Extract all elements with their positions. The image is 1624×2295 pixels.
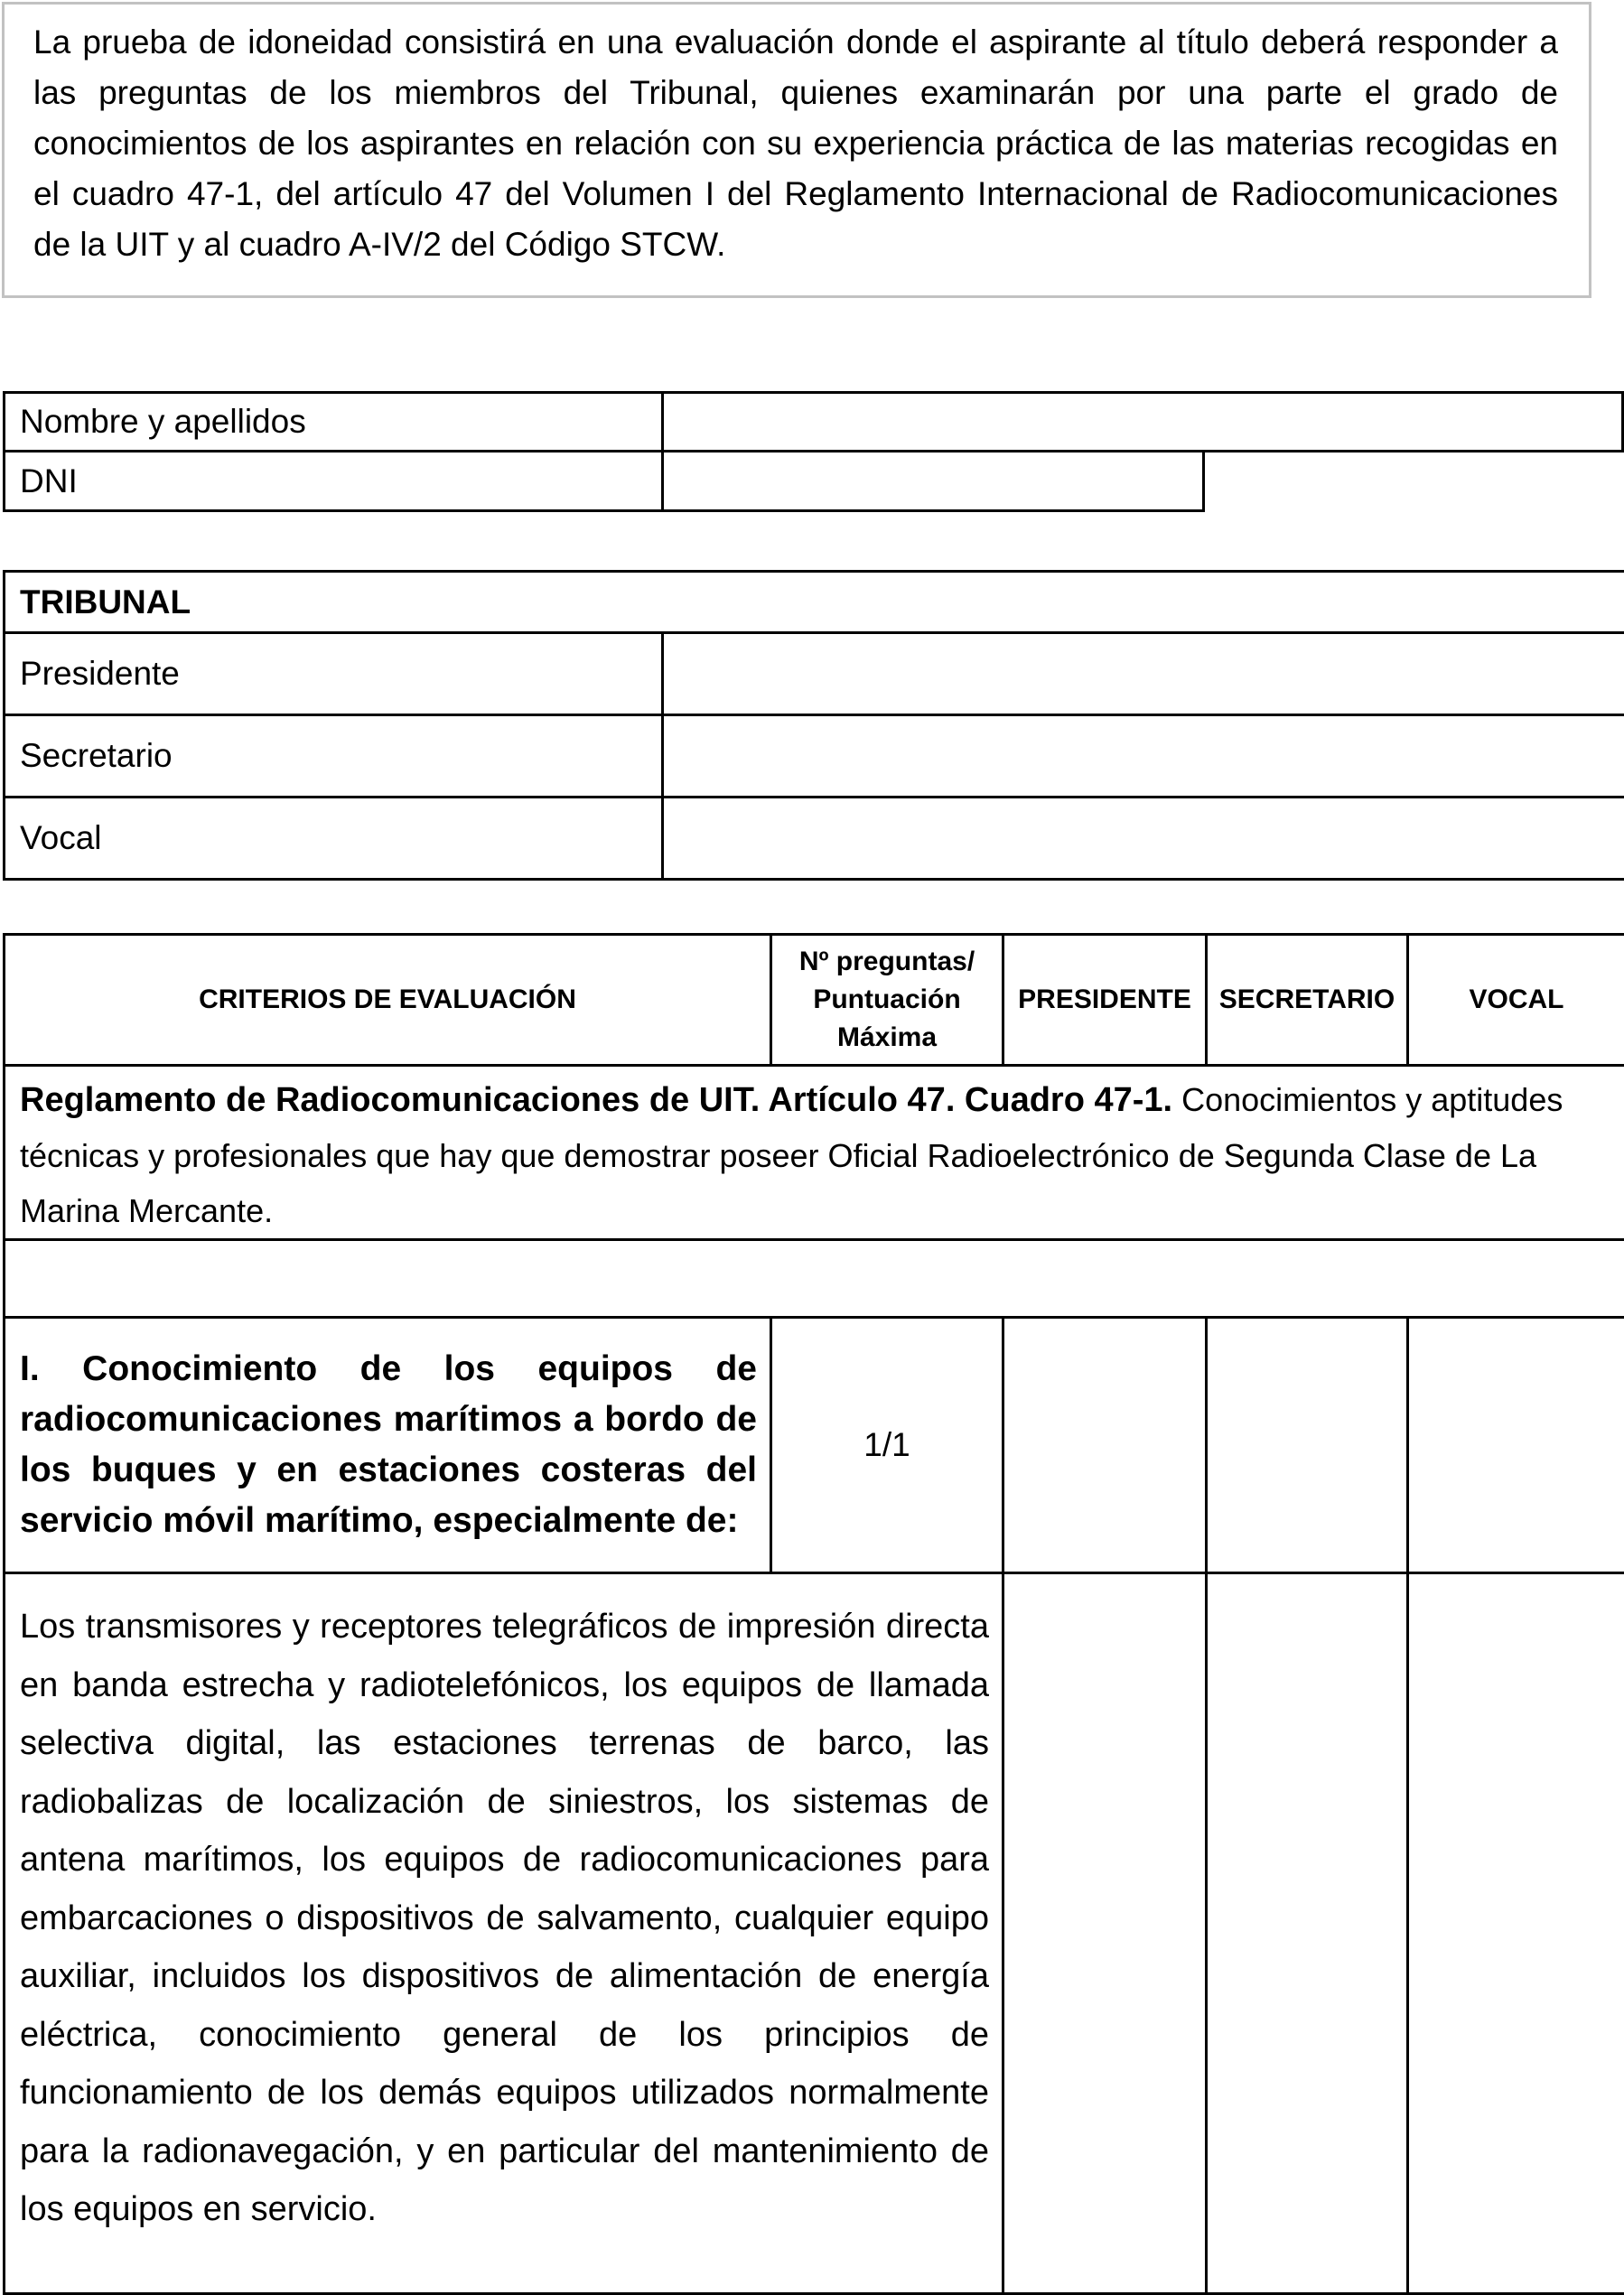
section-regulation-bold: Reglamento de Radiocomunicaciones de UIT. Artículo 47. Cuadro 47-1.	[20, 1081, 1172, 1119]
item1-title: I. Conocimiento de los equipos de radiocomunicaciones marítimos a bordo de los buques y en estaciones costeras del servicio móvil marítimo, especialmente de:	[5, 1318, 771, 1573]
item1-desc-secretary-score[interactable]	[1207, 1573, 1408, 2294]
item1-vocal-score[interactable]	[1408, 1318, 1624, 1573]
blank-row	[5, 1240, 1624, 1318]
tribunal-label-president: Presidente	[5, 633, 663, 715]
tribunal-field-secretary[interactable]	[663, 715, 1624, 798]
tribunal-label-secretary: Secretario	[5, 715, 663, 798]
dni-label: DNI	[3, 450, 664, 512]
item1-president-score[interactable]	[1003, 1318, 1207, 1573]
header-questions	[771, 935, 1003, 1066]
section-regulation	[5, 1066, 1624, 1240]
tribunal-label-vocal: Vocal	[5, 798, 663, 880]
tribunal-field-president[interactable]	[663, 633, 1624, 715]
evaluation-table	[3, 933, 1624, 2295]
tribunal-field-vocal[interactable]	[663, 798, 1624, 880]
item1-description: Los transmisores y receptores telegráficos de impresión directa en banda estrecha y radiotelefónicos, los equipos de llamada selectiva digital, las estaciones terrenas de barco, las radiobalizas de localización de siniestros, los sistemas de antena marítimos, los equipos de radiocomunicaciones para embarcaciones o dispositivos de salvamento, cualquier equipo auxiliar, incluidos los dispositivos de alimentación de energía eléctrica, conocimiento general de los principios de funcionamiento de los demás equipos utilizados normalmente para la radionavegación, y en particular del mantenimiento de los equipos en servicio.	[5, 1573, 1003, 2294]
header-president: PRESIDENTE	[1003, 935, 1207, 1066]
tribunal-table	[3, 570, 1624, 881]
header-criteria: CRITERIOS DE EVALUACIÓN	[5, 935, 771, 1066]
header-questions-line1: Nº preguntas/	[778, 943, 996, 981]
item1-desc-vocal-score[interactable]	[1408, 1573, 1624, 2294]
header-vocal: VOCAL	[1408, 935, 1624, 1066]
item1-score: 1/1	[771, 1318, 1003, 1573]
section-regulation-rest: Conocimientos y aptitudes técnicas y profesionales que hay que demostrar poseer Oficial Radioelectrónico de Segunda Clase de La Marina Mercante.	[20, 1081, 1563, 1229]
header-secretary: SECRETARIO	[1207, 935, 1408, 1066]
dni-field[interactable]	[661, 450, 1205, 512]
tribunal-title: TRIBUNAL	[5, 572, 1624, 633]
header-questions-line3: Máxima	[778, 1019, 996, 1057]
item1-desc-president-score[interactable]	[1003, 1573, 1207, 2294]
header-questions-line2: Puntuación	[778, 981, 996, 1019]
item1-secretary-score[interactable]	[1207, 1318, 1408, 1573]
name-label: Nombre y apellidos	[3, 391, 664, 452]
intro-text: La prueba de idoneidad consistirá en una evaluación donde el aspirante al título deberá responder a las preguntas de los miembros del Tribunal, quienes examinarán por una parte el grado de conocimientos de los aspirantes en relación con su experiencia práctica de las materias recogidas en el cuadro 47-1, del artículo 47 del Volumen I del Reglamento Internacional de Radiocomunicaciones de la UIT y al cuadro A-IV/2 del Código STCW.	[2, 2, 1591, 298]
name-field[interactable]	[661, 391, 1624, 452]
